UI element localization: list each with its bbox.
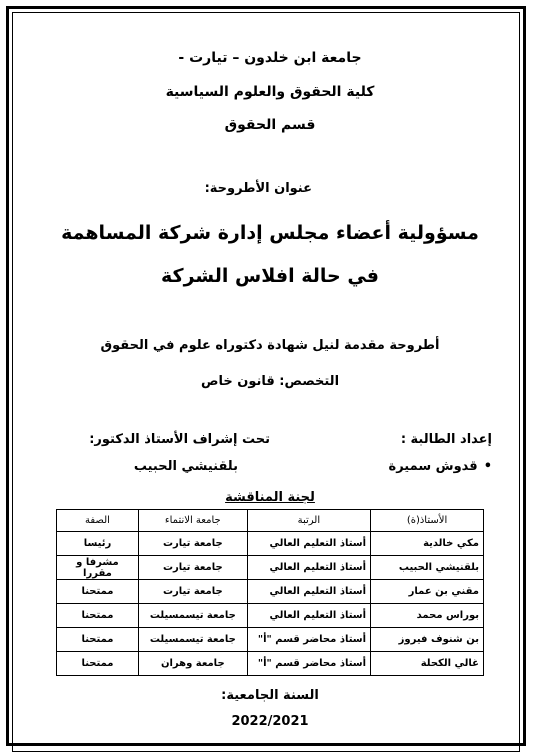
supervisor-name: بلقنيشي الحبيب xyxy=(133,459,238,474)
member-university: جامعة تيارت xyxy=(138,580,247,604)
department-name: قسم الحقوق xyxy=(224,117,316,133)
member-rank: أستاذ التعليم العالي xyxy=(247,580,370,604)
member-rank: أستاذ التعليم العالي xyxy=(247,604,370,628)
member-university: جامعة تيارت xyxy=(138,532,247,556)
member-role: مشرفا و مقررا xyxy=(57,556,139,580)
table-row xyxy=(57,580,484,604)
member-role: ممتحنا xyxy=(57,580,139,604)
thesis-title-label: عنوان الأطروحة: xyxy=(204,181,312,196)
university-name: جامعة ابن خلدون – تيارت - xyxy=(178,50,362,66)
member-role: ممتحنا xyxy=(57,628,139,652)
member-rank: أستاذ التعليم العالي xyxy=(247,532,370,556)
member-university: جامعة تيسمسيلت xyxy=(138,628,247,652)
thesis-title-line1: مسؤولية أعضاء مجلس إدارة شركة المساهمة xyxy=(61,222,479,244)
member-role: ممتحنا xyxy=(57,604,139,628)
bullet-icon: • xyxy=(483,459,492,474)
member-rank: أستاذ محاضر قسم "أ" xyxy=(247,652,370,676)
student-name: قدوش سميرة xyxy=(388,459,478,474)
header-role: الصفة xyxy=(57,510,139,532)
header-university: جامعة الانتماء xyxy=(138,510,247,532)
academic-year-label: السنة الجامعية: xyxy=(221,688,319,703)
member-role: رئيسا xyxy=(57,532,139,556)
table-row xyxy=(57,652,484,676)
member-university: جامعة تيارت xyxy=(138,556,247,580)
member-name: مقني بن عمار xyxy=(371,580,484,604)
member-rank: أستاذ محاضر قسم "أ" xyxy=(247,628,370,652)
academic-year: 2022/2021 xyxy=(231,714,309,729)
faculty-name: كلية الحقوق والعلوم السياسية xyxy=(165,84,375,100)
member-name: بن شنوف فيروز xyxy=(371,628,484,652)
header-professor: الأستاذ(ة) xyxy=(371,510,484,532)
table-row xyxy=(57,628,484,652)
specialization: التخصص: قانون خاص xyxy=(200,374,340,389)
committee-table-header xyxy=(57,510,484,532)
member-rank: أستاذ التعليم العالي xyxy=(247,556,370,580)
member-name: مكي خالدية xyxy=(371,532,484,556)
member-university: جامعة تيسمسيلت xyxy=(138,604,247,628)
table-row xyxy=(57,604,484,628)
table-row xyxy=(57,532,484,556)
member-name: غالي الكحلة xyxy=(371,652,484,676)
member-role: ممتحنا xyxy=(57,652,139,676)
member-name: بلقنيشي الحبيب xyxy=(371,556,484,580)
member-name: بوراس محمد xyxy=(371,604,484,628)
member-university: جامعة وهران xyxy=(138,652,247,676)
thesis-title-line2: في حالة افلاس الشركة xyxy=(161,265,379,287)
prepared-by-label: إعداد الطالبة : xyxy=(400,432,492,447)
table-row xyxy=(57,556,484,580)
supervisor-label: تحت إشراف الأستاذ الدكتور: xyxy=(89,432,270,447)
committee-title: لجنة المناقشة xyxy=(225,490,315,505)
header-rank: الرتبة xyxy=(247,510,370,532)
committee-table xyxy=(56,509,484,676)
degree-statement: أطروحة مقدمة لنيل شهادة دكتوراه علوم في الحقوق xyxy=(100,338,440,353)
student-name-line xyxy=(389,459,492,474)
